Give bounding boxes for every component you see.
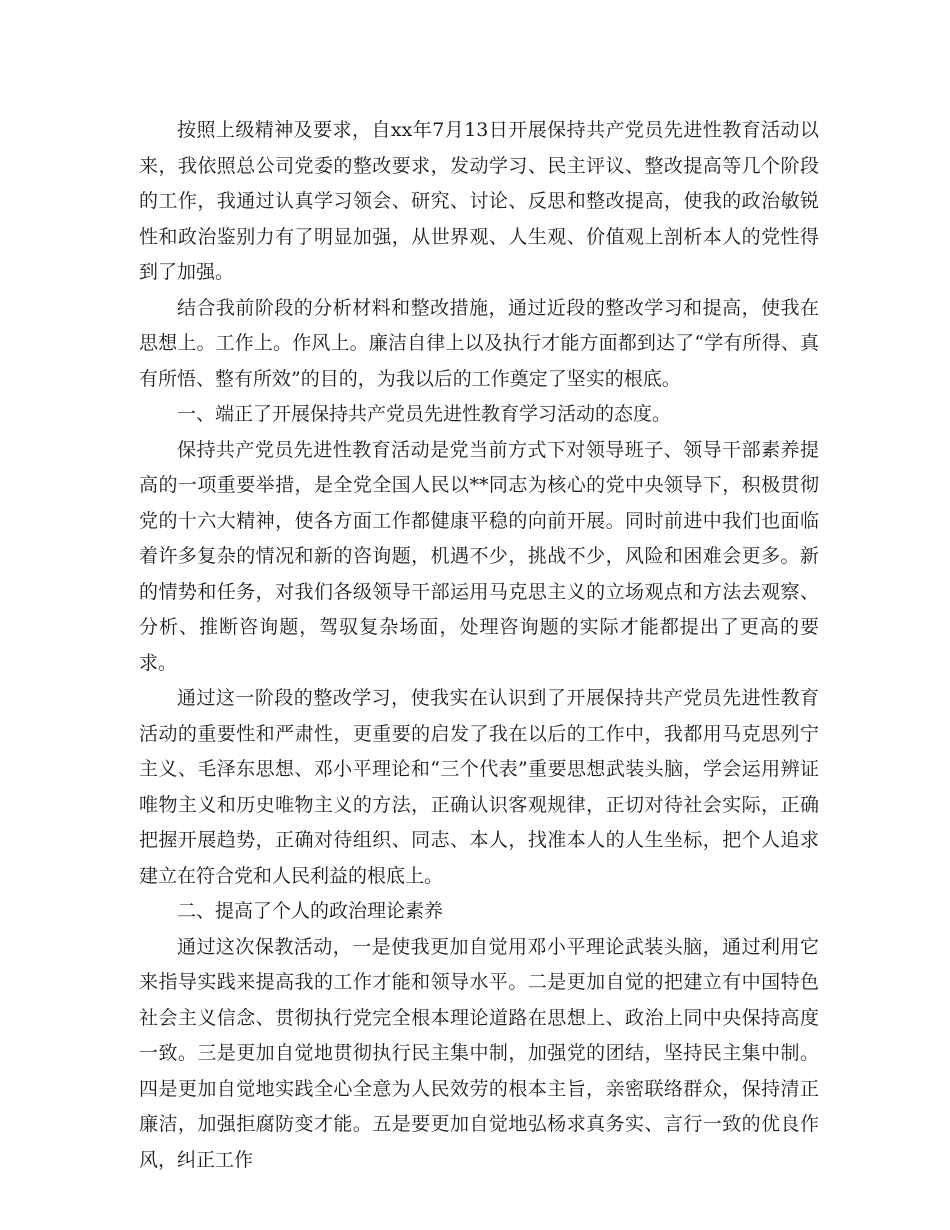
paragraph-section-1b: 通过这一阶段的整改学习，使我实在认识到了开展保持共产党员先进性教育活动的重要性和严肃性，更重要的启发了我在以后的工作中，我都用马克思列宁主义、毛泽东思想、邓小平理论和“三个代表”重要思想武装头脑，学会运用辨证唯物主义和历史唯物主义的方法，正确认识客观规律，正切对待社会实际，正确把握开展趋势，正确对待组织、同志、本人，找准本人的人生坐标，把个人追求建立在符合党和人民利益的根底上。 (139, 687, 819, 887)
paragraph-intro: 按照上级精神及要求，自xx年7月13日开展保持共产党员先进性教育活动以来，我依照总公司党委的整改要求，发动学习、民主评议、整改提高等几个阶段的工作，我通过认真学习领会、研究、讨论、反思和整改提高，使我的政治敏锐性和政治鉴别力有了明显加强，从世界观、人生观、价值观上剖析本人的党性得到了加强。 (139, 119, 819, 283)
paragraph-section-1a: 保持共产党员先进性教育活动是党当前方式下对领导班子、领导干部素养提高的一项重要举措，是全党全国人民以**同志为核心的党中央领导下，积极贯彻党的十六大精神，使各方面工作都健康平稳的向前开展。同时前进中我们也面临着许多复杂的情况和新的咨询题，机遇不少，挑战不少，风险和困难会更多。新的情势和任务，对我们各级领导干部运用马克思主义的立场观点和方法去观察、分析、推断咨询题，驾驭复杂场面，处理咨询题的实际才能都提出了更高的要求。 (139, 438, 819, 674)
document-body (139, 113, 819, 1178)
paragraph-section-2a: 通过这次保教活动，一是使我更加自觉用邓小平理论武装头脑，通过利用它来指导实践来提高我的工作才能和领导水平。二是更加自觉的把建立有中国特色社会主义信念、贯彻执行党完全根本理论道路在思想上、政治上同中央保持高度一致。三是更加自觉地贯彻执行民主集中制，加强党的团结，坚持民主集中制。四是更加自觉地实践全心全意为人民效劳的根本主旨，亲密联络群众，保持清正廉洁，加强拒腐防变才能。五是要更加自觉地弘杨求真务实、言行一致的优良作风，纠正工作 (139, 935, 819, 1171)
section-heading-2: 二、提高了个人的政治理论素养 (177, 900, 444, 922)
section-heading-1: 一、端正了开展保持共产党员先进性教育学习活动的态度。 (177, 403, 672, 425)
paragraph-summary: 结合我前阶段的分析材料和整改措施，通过近段的整改学习和提高，使我在思想上。工作上。作风上。廉洁自律上以及执行才能方面都到达了“学有所得、真有所悟、整有所效”的目的，为我以后的工作奠定了坚实的根底。 (139, 296, 819, 390)
